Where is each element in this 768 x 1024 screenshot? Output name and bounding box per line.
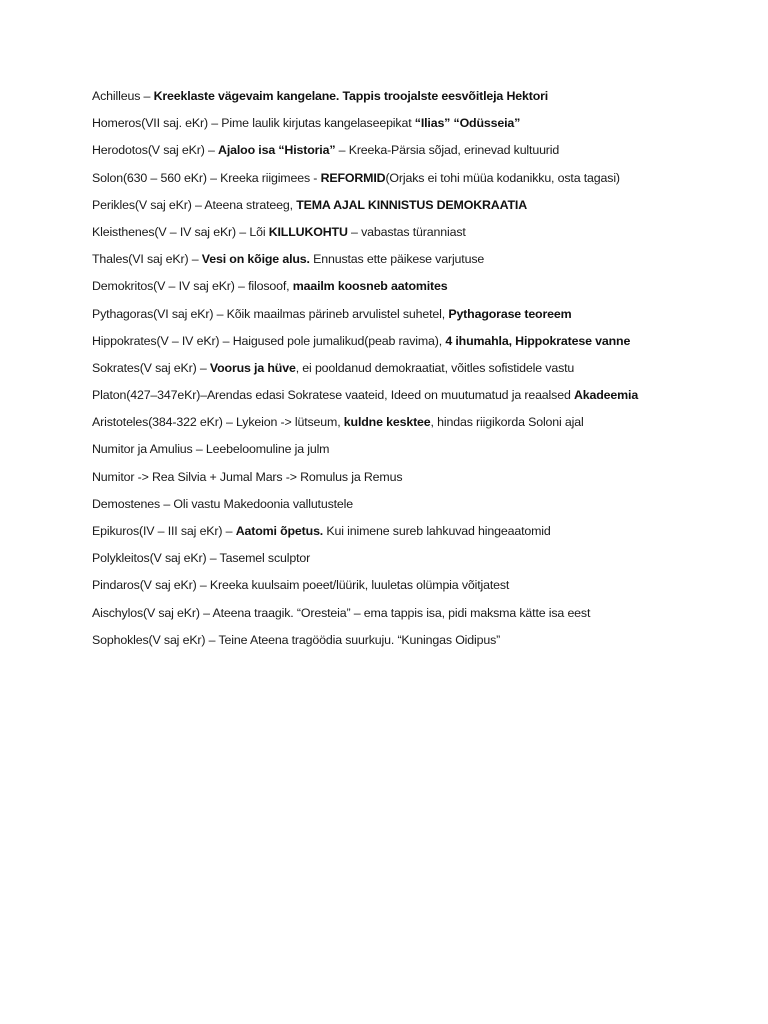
text-line xyxy=(92,548,752,575)
text-segment: Numitor -> Rea Silvia + Jumal Mars -> Romulus ja Remus xyxy=(92,469,403,484)
text-segment: Kui inimene sureb lahkuvad hingeaatomid xyxy=(323,524,551,538)
text-segment: Homeros(VII saj. eKr) – Pime laulik kirjutas kangelaseepikat xyxy=(92,116,415,131)
bold-text-segment: 4 ihumahla, Hippokratese vanne xyxy=(445,333,631,348)
text-line xyxy=(92,603,752,630)
text-segment: Solon(630 – 560 eKr) – Kreeka riigimees - xyxy=(92,170,321,185)
text-line xyxy=(92,304,752,331)
text-segment: Pythagoras(VI saj eKr) – Kõik maailmas pärineb arvulistel suhetel, xyxy=(92,306,449,321)
text-line xyxy=(92,467,752,494)
bold-text-segment: maailm koosneb aatomites xyxy=(292,279,448,294)
text-segment: Ennustas ette päikese varjutuse xyxy=(309,252,485,267)
bold-text-segment: Aatomi õpetus. xyxy=(235,524,324,538)
text-segment: Demostenes – Oli vastu Makedoonia vallutustele xyxy=(92,496,354,511)
text-segment: Hippokrates(V – IV eKr) – Haigused pole jumalikud(peab ravima), xyxy=(92,333,446,348)
text-segment: Polykleitos(V saj eKr) – Tasemel sculptor xyxy=(92,551,311,566)
bold-text-segment: Pythagorase teoreem xyxy=(448,306,572,321)
text-segment: Numitor ja Amulius – Leebeloomuline ja julm xyxy=(92,442,330,457)
bold-text-segment: Kreeklaste vägevaim kangelane. Tappis troojalste eesvõitleja Hektori xyxy=(153,89,549,103)
text-line xyxy=(92,195,752,222)
text-line xyxy=(92,86,752,113)
text-segment: , hindas riigikorda Soloni ajal xyxy=(430,415,584,430)
text-line xyxy=(92,331,752,358)
text-segment: Achilleus – xyxy=(92,89,154,103)
text-line xyxy=(92,385,752,412)
text-line xyxy=(92,276,752,303)
text-line xyxy=(92,521,752,548)
text-segment: Sophokles(V saj eKr) – Teine Ateena tragöödia suurkuju. “Kuningas Oidipus” xyxy=(92,632,501,647)
bold-text-segment: “Ilias” “Odüsseia” xyxy=(414,116,521,131)
text-segment: – Kreeka-Pärsia sõjad, erinevad kultuurid xyxy=(335,143,560,158)
text-line xyxy=(92,494,752,521)
bold-text-segment: KILLUKOHTU xyxy=(268,224,348,239)
text-segment: Aristoteles(384-322 eKr) – Lykeion -> lütseum, xyxy=(92,415,344,430)
text-segment: Herodotos(V saj eKr) – xyxy=(92,143,219,158)
text-line xyxy=(92,140,752,167)
text-line xyxy=(92,439,752,466)
text-line xyxy=(92,222,752,249)
bold-text-segment: kuldne kesktee xyxy=(343,415,431,430)
text-segment: Platon(427–347eKr)–Arendas edasi Sokratese vaateid, Ideed on muutumatud ja reaalsed xyxy=(92,388,574,403)
text-line xyxy=(92,412,752,439)
text-line xyxy=(92,113,752,140)
text-segment: , ei pooldanud demokraatiat, võitles sofistidele vastu xyxy=(295,360,575,375)
text-segment: (Orjaks ei tohi müüa kodanikku, osta tagasi) xyxy=(385,170,620,185)
text-line xyxy=(92,575,752,602)
text-segment: Perikles(V saj eKr) – Ateena strateeg, xyxy=(92,197,297,212)
bold-text-segment: Ajaloo isa “Historia” xyxy=(218,143,336,158)
text-line xyxy=(92,630,752,657)
bold-text-segment: Akadeemia xyxy=(573,388,639,403)
text-segment: Demokritos(V – IV saj eKr) – filosoof, xyxy=(92,279,293,294)
text-segment: Epikuros(IV – III saj eKr) – xyxy=(92,524,236,538)
bold-text-segment: REFORMID xyxy=(320,170,386,185)
text-segment: Thales(VI saj eKr) – xyxy=(92,252,202,267)
text-line xyxy=(92,168,752,195)
notes-list xyxy=(92,86,752,657)
text-segment: Kleisthenes(V – IV saj eKr) – Lõi xyxy=(92,224,269,239)
text-segment: Sokrates(V saj eKr) – xyxy=(92,360,210,375)
bold-text-segment: TEMA AJAL KINNISTUS DEMOKRAATIA xyxy=(296,197,527,212)
text-line xyxy=(92,249,752,276)
text-segment: Aischylos(V saj eKr) – Ateena traagik. “Oresteia” – ema tappis isa, pidi maksma kätte isa eest xyxy=(92,605,591,620)
text-segment: – vabastas türanniast xyxy=(347,224,466,239)
text-line xyxy=(92,358,752,385)
text-segment: Pindaros(V saj eKr) – Kreeka kuulsaim poeet/lüürik, luuletas olümpia võitjatest xyxy=(92,578,510,593)
bold-text-segment: Voorus ja hüve xyxy=(209,360,296,375)
bold-text-segment: Vesi on kõige alus. xyxy=(201,252,310,267)
